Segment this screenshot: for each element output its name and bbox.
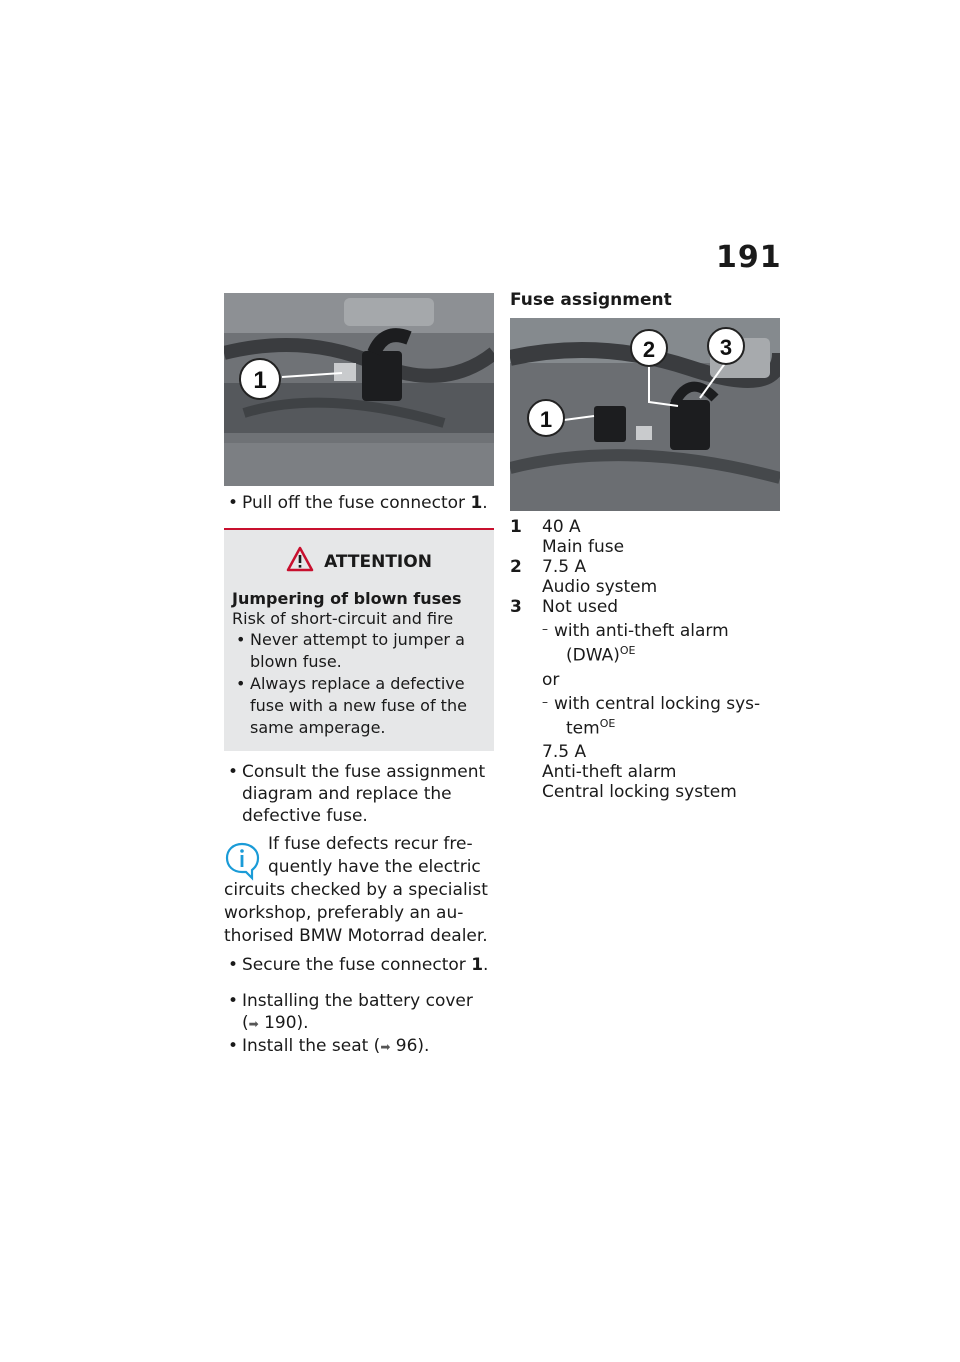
right-column	[510, 290, 780, 802]
attention-bullet: • Always replace a defective fuse with a new fuse of the same amperage.	[232, 673, 486, 739]
attention-heading: ATTENTION	[232, 546, 486, 577]
fuse-connector-photo	[224, 293, 494, 486]
attention-risk: Risk of short-circuit and fire	[232, 609, 454, 628]
oe-marker: OE	[619, 644, 636, 657]
step-pull-connector: • Pull off the fuse connector 1.	[224, 492, 494, 514]
fuse-item-1: 1 40 A Main fuse	[510, 517, 625, 557]
page-number: 191	[716, 240, 782, 275]
photo2-label-3: 3	[719, 335, 733, 360]
fuse-assignment-photo	[510, 318, 780, 511]
fuse-item-3: 3 Not used – with anti-theft alarm (DWA)$^{OE}$ or – with central locking sys- tem$^{OE}$ 7.5 A Anti-theft alarm Central locking system	[510, 597, 780, 802]
page-ref-arrow-icon: ➡	[380, 1040, 391, 1054]
photo2-label-2: 2	[642, 337, 656, 362]
fuse-assignment-title: Fuse assignment	[510, 290, 672, 310]
option-anti-theft: – with anti-theft alarm (DWA)$^{OE}$	[542, 621, 780, 666]
step-consult-diagram: • Consult the fuse assignment diagram and replace the defective fuse.	[224, 761, 494, 827]
left-column	[224, 293, 494, 1058]
step-install-battery-cover[interactable]: • Installing the battery cover (➡ 190).	[224, 990, 494, 1035]
option-central-locking: – with central locking sys- tem$^{OE}$	[542, 694, 780, 739]
oe-marker: OE	[599, 716, 616, 730]
step-install-seat[interactable]: • Install the seat (➡ 96).	[224, 1035, 494, 1058]
info-icon	[224, 841, 260, 888]
fuse-list	[510, 517, 780, 802]
warning-triangle-icon	[286, 546, 314, 577]
attention-bullet: • Never attempt to jumper a blown fuse.	[232, 629, 486, 673]
photo-label-1: 1	[253, 367, 267, 394]
info-note: If fuse defects recur fre- quently have the electric circuits checked by a specialist workshop, preferably an au- thorised BMW Motorrad dealer.	[224, 834, 488, 946]
photo2-label-1: 1	[539, 407, 553, 432]
attention-box	[224, 528, 494, 751]
fuse-item-2: 2 7.5 A Audio system	[510, 557, 658, 597]
step-secure-connector: • Secure the fuse connector 1.	[224, 954, 494, 976]
attention-title: Jumpering of blown fuses	[232, 589, 462, 608]
page-ref-arrow-icon: ➡	[248, 1017, 259, 1031]
